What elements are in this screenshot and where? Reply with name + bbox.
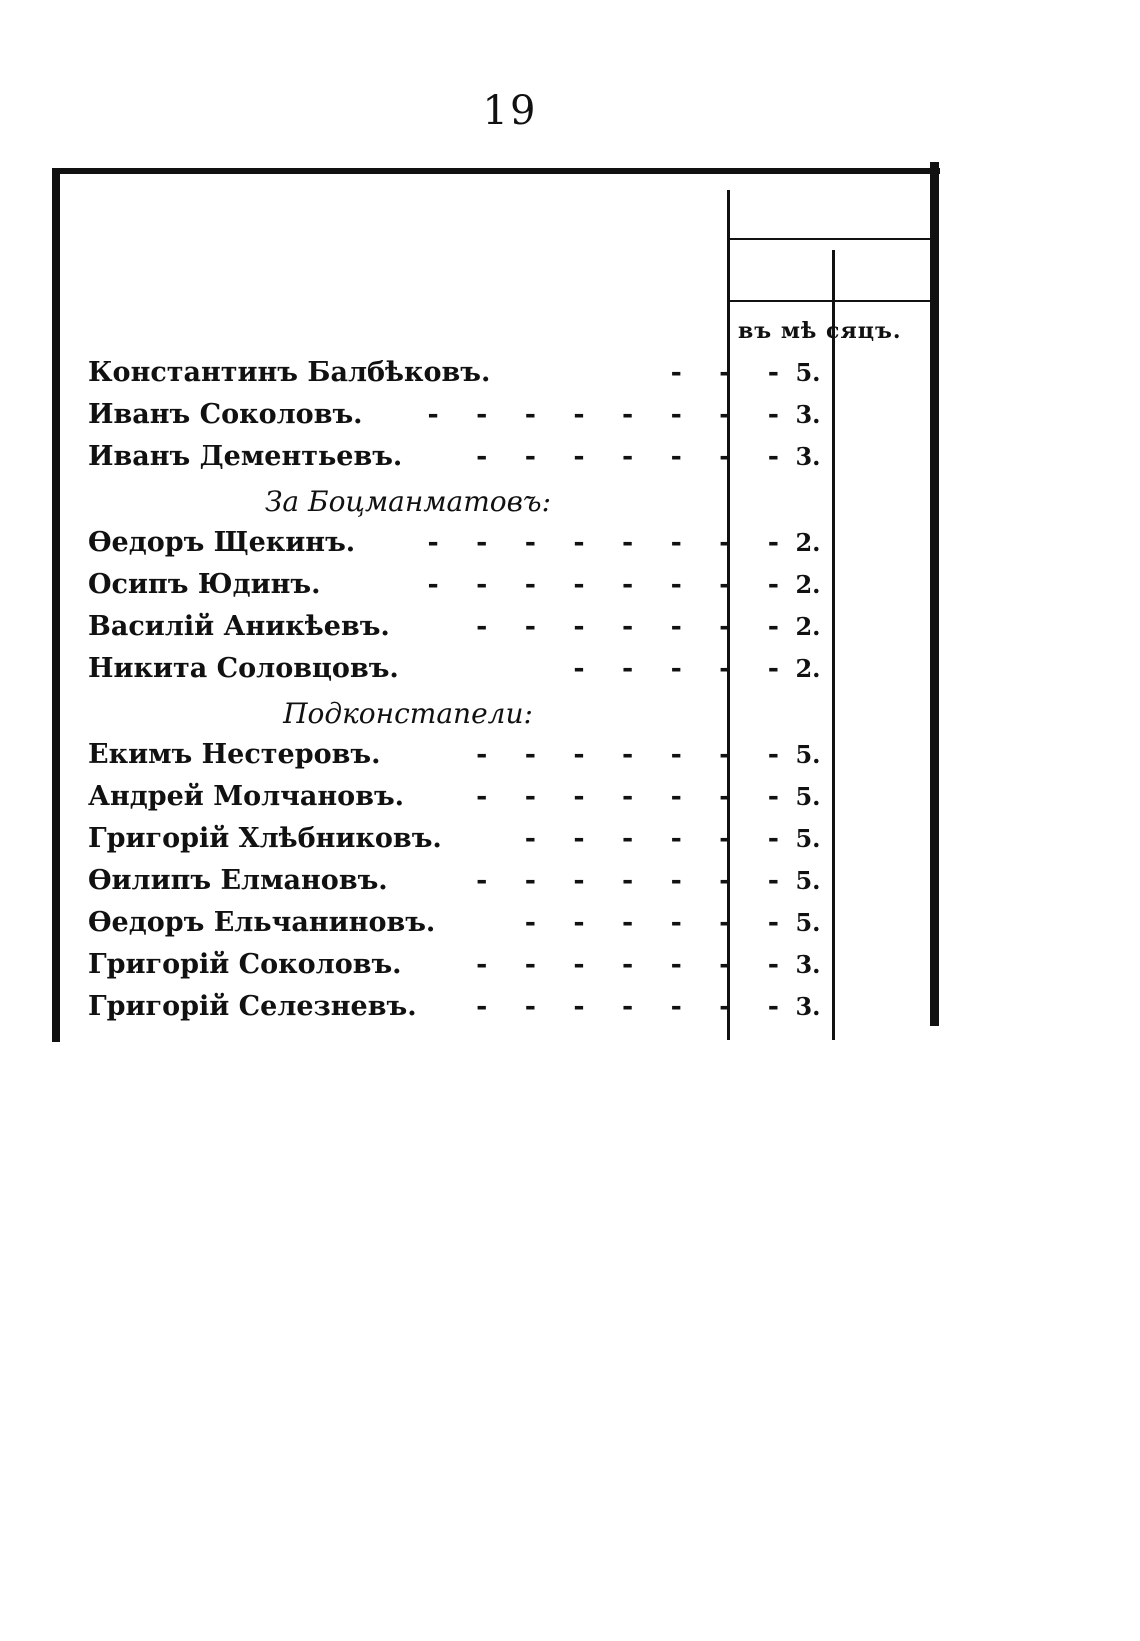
months-value: 3. xyxy=(795,992,821,1021)
roster-table xyxy=(88,352,933,1028)
leader-dashes: - - - - - - - xyxy=(476,991,793,1022)
months-value: 5. xyxy=(795,740,821,769)
table-row xyxy=(88,606,933,648)
months-value: 2. xyxy=(795,570,821,599)
person-name: Ѳедоръ Ельчаниновъ. xyxy=(88,907,436,938)
person-name: Василій Аникѣевъ. xyxy=(88,611,390,642)
months-value: 5. xyxy=(795,782,821,811)
person-name: Никита Соловцовъ. xyxy=(88,653,399,684)
person-name: Ѳедоръ Щекинъ. xyxy=(88,527,356,558)
leader-dashes: - - - - - - - - xyxy=(427,569,793,600)
table-left-rule xyxy=(52,172,60,1042)
header-rule-lower xyxy=(730,300,930,302)
person-name: Григорій Хлѣбниковъ. xyxy=(88,823,442,854)
table-row xyxy=(88,902,933,944)
leader-dashes: - - - - - - - xyxy=(476,611,793,642)
months-value: 3. xyxy=(795,442,821,471)
person-name: Осипъ Юдинъ. xyxy=(88,569,321,600)
months-value: 3. xyxy=(795,400,821,429)
person-name: Екимъ Нестеровъ. xyxy=(88,739,381,770)
table-row xyxy=(88,944,933,986)
table-row xyxy=(88,394,933,436)
months-value: 3. xyxy=(795,950,821,979)
months-value: 5. xyxy=(795,824,821,853)
leader-dashes: - - - - - - xyxy=(524,907,793,938)
months-value: 5. xyxy=(795,866,821,895)
table-row xyxy=(88,818,933,860)
leader-dashes: - - - - - - - xyxy=(476,949,793,980)
leader-dashes: - - - - - - - - xyxy=(427,399,793,430)
months-value: 2. xyxy=(795,612,821,641)
table-row xyxy=(88,648,933,690)
header-rule-upper xyxy=(730,238,930,240)
person-name: Иванъ Дементьевъ. xyxy=(88,441,403,472)
months-value: 5. xyxy=(795,908,821,937)
person-name: Андрей Молчановъ. xyxy=(88,781,405,812)
table-row xyxy=(88,776,933,818)
table-row xyxy=(88,986,933,1028)
person-name: Константинъ Балбѣковъ. xyxy=(88,357,491,388)
column-header-months: въ мѣ сяцъ. xyxy=(738,318,902,344)
months-value: 2. xyxy=(795,654,821,683)
leader-dashes: - - - - - - - xyxy=(476,441,793,472)
table-top-rule xyxy=(52,168,940,174)
person-name: Иванъ Соколовъ. xyxy=(88,399,363,430)
section-heading: За Боцманматовъ: xyxy=(264,485,552,518)
table-row xyxy=(88,352,933,394)
leader-dashes: - - - - - - - xyxy=(476,865,793,896)
page-number: 19 xyxy=(482,88,538,134)
months-value: 2. xyxy=(795,528,821,557)
person-name: Ѳилипъ Елмановъ. xyxy=(88,865,388,896)
table-row xyxy=(88,860,933,902)
person-name: Григорій Селезневъ. xyxy=(88,991,417,1022)
person-name: Григорій Соколовъ. xyxy=(88,949,402,980)
leader-dashes: - - - - - - - xyxy=(476,739,793,770)
leader-dashes: - - - - - - - - xyxy=(427,527,793,558)
leader-dashes: - - - - - xyxy=(573,653,793,684)
table-row xyxy=(88,522,933,564)
table-row xyxy=(88,436,933,478)
leader-dashes: - - - - - - - xyxy=(476,781,793,812)
leader-dashes: - - - - - - xyxy=(524,823,793,854)
leader-dashes: - - - xyxy=(670,357,793,388)
months-value: 5. xyxy=(795,358,821,387)
table-row xyxy=(88,734,933,776)
section-heading: Подконстапели: xyxy=(283,697,533,730)
table-row xyxy=(88,564,933,606)
